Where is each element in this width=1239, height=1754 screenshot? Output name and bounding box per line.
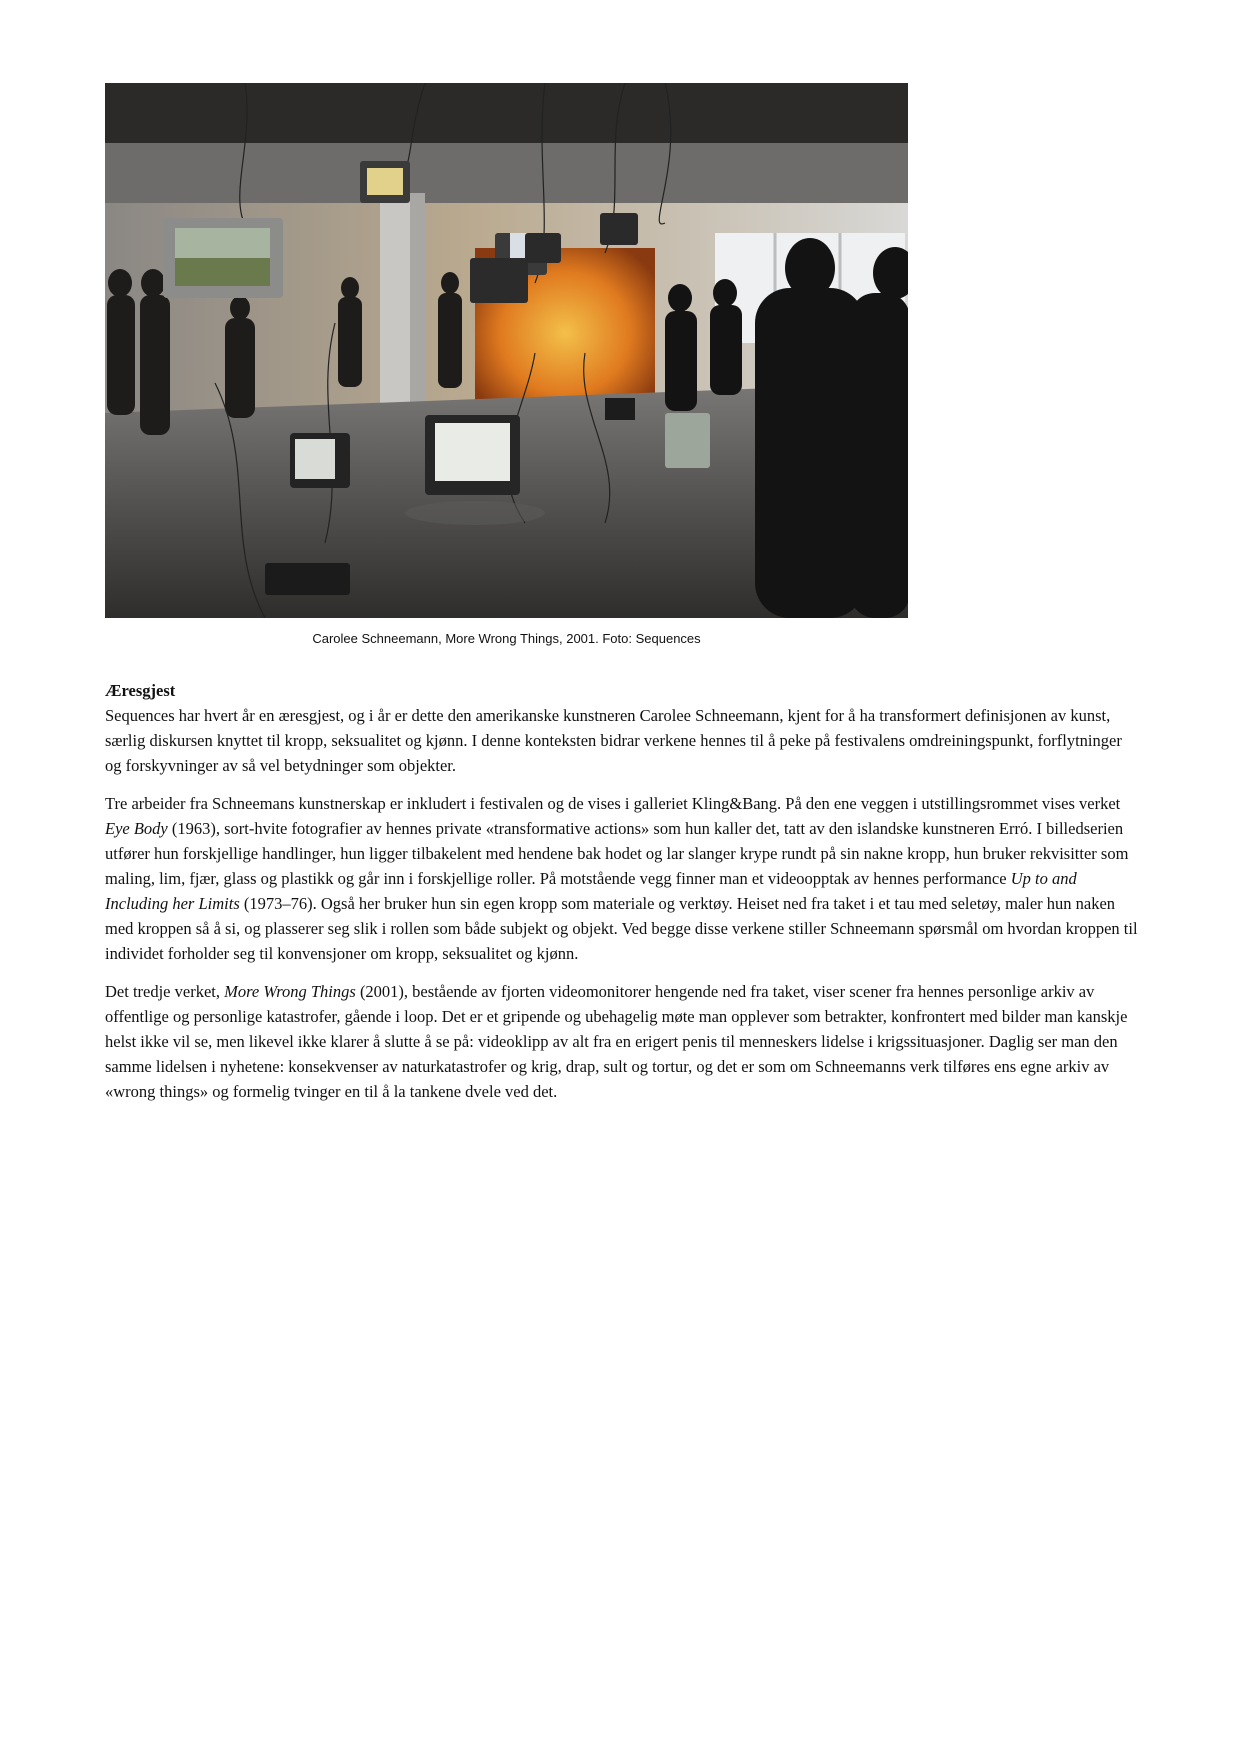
work-title-more-wrong-things: More Wrong Things [224, 982, 356, 1001]
paragraph-3-text-a: Det tredje verket, [105, 982, 225, 1001]
paragraph-2 [105, 791, 1140, 966]
article-body [105, 678, 1140, 1117]
installation-photo-graphic [105, 83, 908, 618]
paragraph-2-text-b: (1963), sort-hvite fotografier av hennes private «transformative actions» som hun kaller det, tatt av den islandske kunstneren Erró. I billedserien utfører hun forskjellige handlinger, hun ligger tilbakelent med hendene bak hodet og lar slanger krype rundt på sin nakne kropp, hun bruker rekvisitter som maling, lim, fjær, glass og plastikk og går inn i forskjellige roller. På motstående vegg finner man et videoopptak av hennes performance [105, 819, 1129, 888]
paragraph-3-text-b: (2001), bestående av fjorten videomonitorer hengende ned fra taket, viser scener fra hennes personlige arkiv av offentlige og personlige katastrofer, gående i loop. Det er et gripende og ubehagelig møte man opplever som betrakter, konfrontert med bilder man kanskje helst ikke vil se, men likevel ikke klarer å slutte å se på: videoklipp av alt fra en erigert penis til menneskers lidelse i krigssituasjoner. Daglig ser man den samme lidelsen i nyhetene: konsekvenser av naturkatastrofer og krig, drap, sult og tortur, og det er som om Schneemanns verk tilføres ens egne arkiv av «wrong things» og formelig tvinger en til å la tankene dvele ved det. [105, 982, 1128, 1101]
paragraph-2-text-a: Tre arbeider fra Schneemans kunstnerskap er inkludert i festivalen og de vises i galleriet Kling&Bang. På den ene veggen i utstillingsrommet vises verket [105, 794, 1121, 813]
installation-photo [105, 83, 908, 618]
paragraph-1: Sequences har hvert år en æresgjest, og i år er dette den amerikanske kunstneren Carolee Schneemann, kjent for å ha transformert definisjonen av kunst, særlig diskursen knyttet til kropp, seksualitet og kjønn. I denne konteksten bidrar verkene hennes til å peke på festivalens omdreiningspunkt, forflytninger og forskyvninger av så vel betydninger som objekter. [105, 706, 1122, 775]
section-heading: Æresgjest [105, 681, 176, 700]
paragraph-3 [105, 979, 1140, 1104]
paragraph-2-text-c: (1973–76). Også her bruker hun sin egen kropp som materiale og verktøy. Heiset ned fra taket i et tau med seletøy, maler hun naken med kroppen så å si, og plasserer seg slik i rollen som både subjekt og objekt. Ved begge disse verkene stiller Schneemann spørsmål om hvordan kroppen til individet forholder seg til konvensjoner om kropp, seksualitet og kjønn. [105, 894, 1138, 963]
work-title-eye-body: Eye Body [105, 819, 168, 838]
photo-caption: Carolee Schneemann, More Wrong Things, 2001. Foto: Sequences [312, 631, 701, 646]
work-title-up-to-limits: Up to and Including her Limits [105, 869, 1077, 913]
